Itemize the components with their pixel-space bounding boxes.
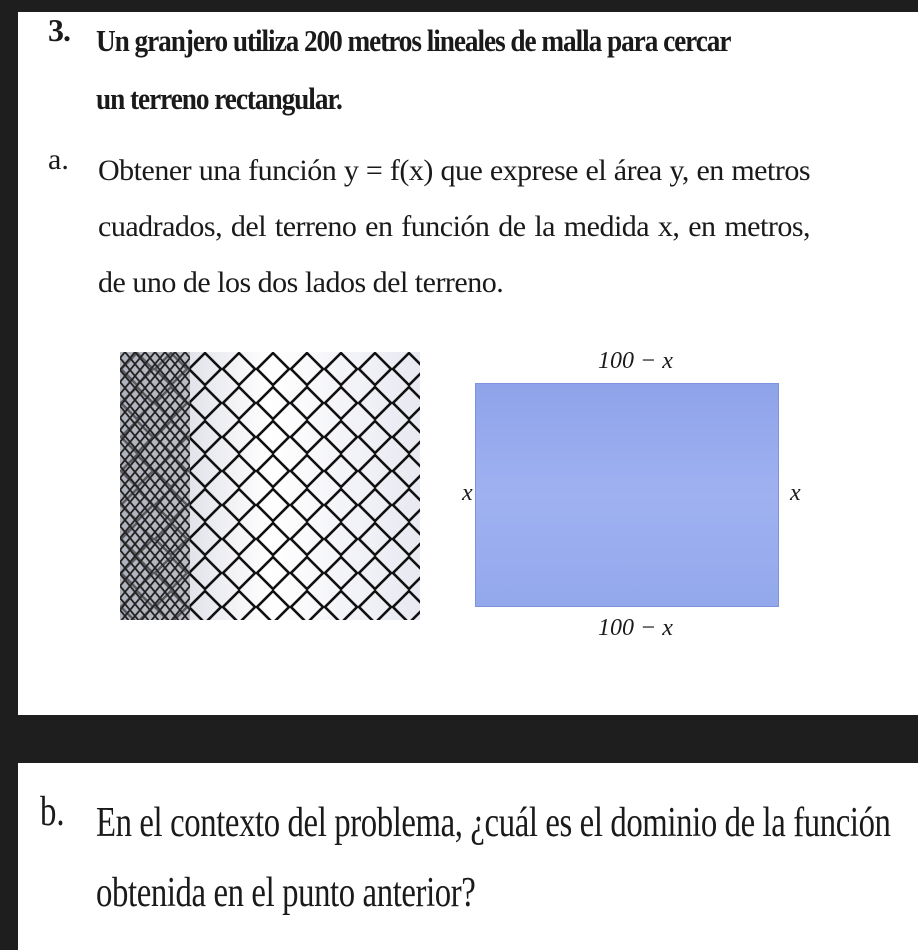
- bottom-side-label: 100 − x: [598, 615, 673, 641]
- part-a-letter: a.: [48, 143, 69, 176]
- part-b-text: En el contexto del problema, ¿cuál es el dominio de la función obtenida en el punto anterior?: [96, 800, 891, 916]
- part-a-text: Obtener una función y = f(x) que exprese el área y, en metros cuadrados, del terreno en función de la medida x, en metros, de uno de los dos lados del terreno.: [98, 154, 810, 299]
- problem-number: 3.: [48, 12, 70, 48]
- part-b-letter: b.: [40, 789, 65, 835]
- terrain-rectangle: [475, 383, 779, 607]
- top-side-label: 100 − x: [598, 348, 673, 374]
- chain-link-fence-image: [120, 352, 420, 620]
- left-side-label: x: [462, 480, 473, 506]
- right-side-label: x: [790, 480, 801, 506]
- problem-statement: Un granjero utiliza 200 metros lineales de malla para cercar un terreno rectangular.: [96, 23, 730, 116]
